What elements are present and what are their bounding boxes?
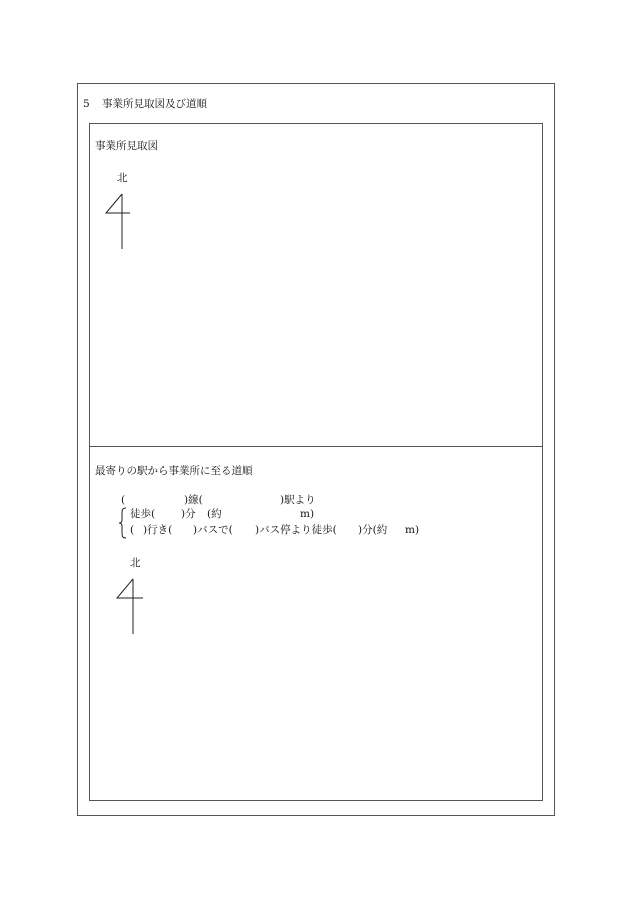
north-label-route: 北 [130,557,141,569]
north-arrow-icon [113,578,149,638]
map-panel-label: 事業所見取図 [95,140,158,152]
route-panel-label: 最寄りの駅から事業所に至る道順 [95,465,253,477]
station-paren-open: ( [121,494,126,506]
north-label-map: 北 [117,172,128,184]
bus-minutes: )分(約 [358,524,388,536]
walk-meters: m) [300,508,315,520]
section-number: 5 [83,98,90,110]
bus-meters: m) [405,524,420,536]
bus-paren-open: ( [130,524,135,536]
bus-bound: )行き( [143,524,173,536]
panel-divider [89,446,543,447]
walk-minutes: )分 [181,508,196,520]
bus-via: )バスで( [193,524,233,536]
form-inner-frame [89,123,543,801]
walk-approx-open: (約 [207,508,222,520]
bus-stop: )バス停より徒歩( [255,524,337,536]
walk-prefix: 徒歩( [130,508,156,520]
brace-icon [118,507,128,539]
line-field-suffix: )線( [184,494,203,506]
north-arrow-icon [100,193,136,253]
station-field-suffix: )駅より [280,494,316,506]
section-title: 事業所見取図及び道順 [102,98,207,110]
